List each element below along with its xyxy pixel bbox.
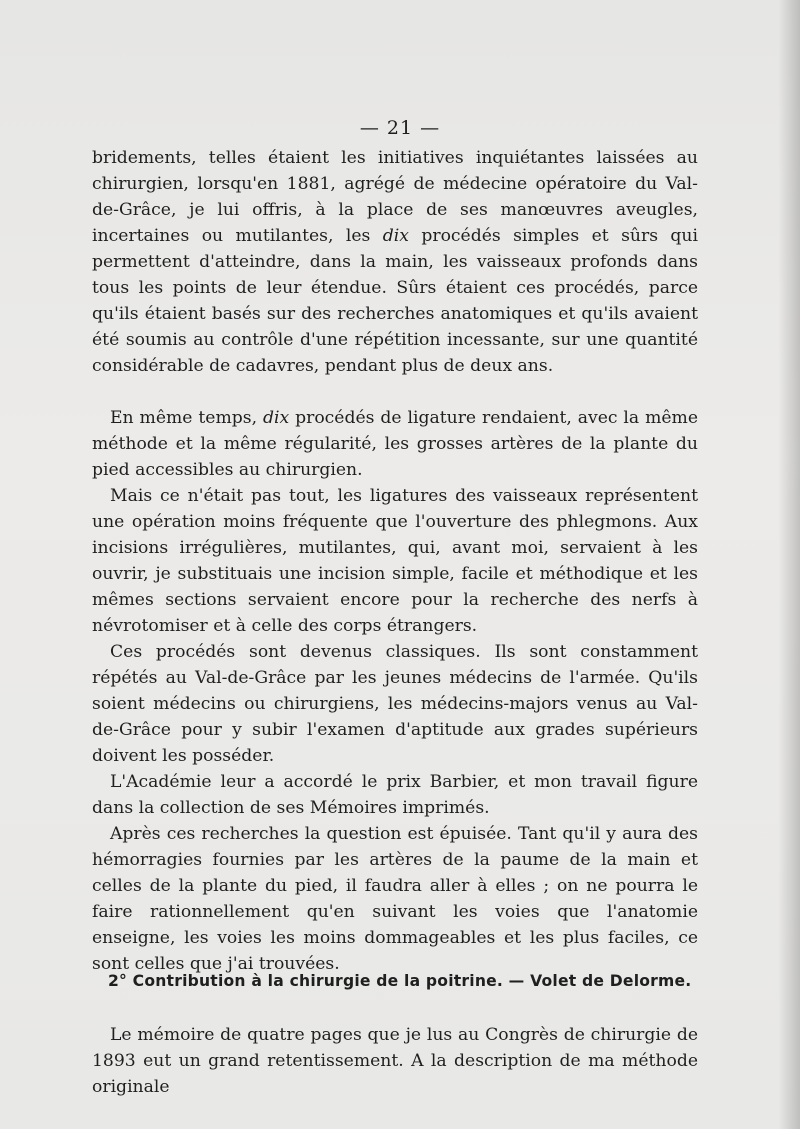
paragraph-4: Ces procédés sont devenus classiques. Ils sont constamment répétés au Val-de-Grâce par les jeunes médecins de l'armée. Qu'ils soient médecins ou chirurgiens, les médecins-majors venus au Val-de-Grâce pour y subir l'examen d'aptitude aux grades supérieurs doivent les posséder. [92, 642, 698, 766]
paragraph-7: Le mémoire de quatre pages que je lus au Congrès de chirurgie de 1893 eut un grand retentissement. A la description de ma méthode originale [92, 1025, 698, 1097]
body-text-block-3 [92, 1022, 698, 1100]
paragraph-1: bridements, telles étaient les initiatives inquiétantes laissées au chirurgien, lorsqu'en 1881, agrégé de médecine opératoire du Val-de-Grâce, je lui offris, à la place de ses manœuvres aveugles, incertaines ou mutilantes, les dix procédés simples et sûrs qui permettent d'atteindre, dans la main, les vaisseaux profonds dans tous les points de leur étendue. Sûrs étaient ces procédés, parce qu'ils étaient basés sur des recherches anatomiques et qu'ils avaient été soumis au contrôle d'une répétition incessante, sur une quantité considérable de cadavres, pendant plus de deux ans. [92, 148, 698, 376]
body-text-block-1 [92, 145, 698, 379]
section-heading: 2° Contribution à la chirurgie de la poitrine. — Volet de Delorme. [108, 972, 692, 990]
paragraph-2: En même temps, dix procédés de ligature rendaient, avec la même méthode et la même régularité, les grosses artères de la plante du pied accessibles au chirurgien. [92, 408, 699, 480]
paragraph-5: L'Académie leur a accordé le prix Barbier, et mon travail figure dans la collection de ses Mémoires imprimés. [92, 772, 698, 818]
paragraph-6: Après ces recherches la question est épuisée. Tant qu'il y aura des hémorragies fournies par les artères de la paume de la main et celles de la plante du pied, il faudra aller à elles ; on ne pourra le faire rationnellement qu'en suivant les voies que l'anatomie enseigne, les voies les moins dommageables et les plus faciles, ce sont celles que j'ai trouvées. [92, 824, 698, 974]
page-number: — 21 — [359, 117, 441, 139]
page-edge-shadow [778, 0, 800, 1129]
body-text-block-2 [92, 405, 698, 977]
italic-word: dix [262, 408, 290, 428]
paragraph-3: Mais ce n'était pas tout, les ligatures des vaisseaux représentent une opération moins fréquente que l'ouverture des phlegmons. Aux incisions irrégulières, mutilantes, qui, avant moi, servaient à les ouvrir, je substituais une incision simple, facile et méthodique et les mêmes sections servaient encore pour la recherche des nerfs à névrotomiser et à celle des corps étrangers. [92, 486, 698, 636]
italic-word: dix [382, 226, 409, 246]
